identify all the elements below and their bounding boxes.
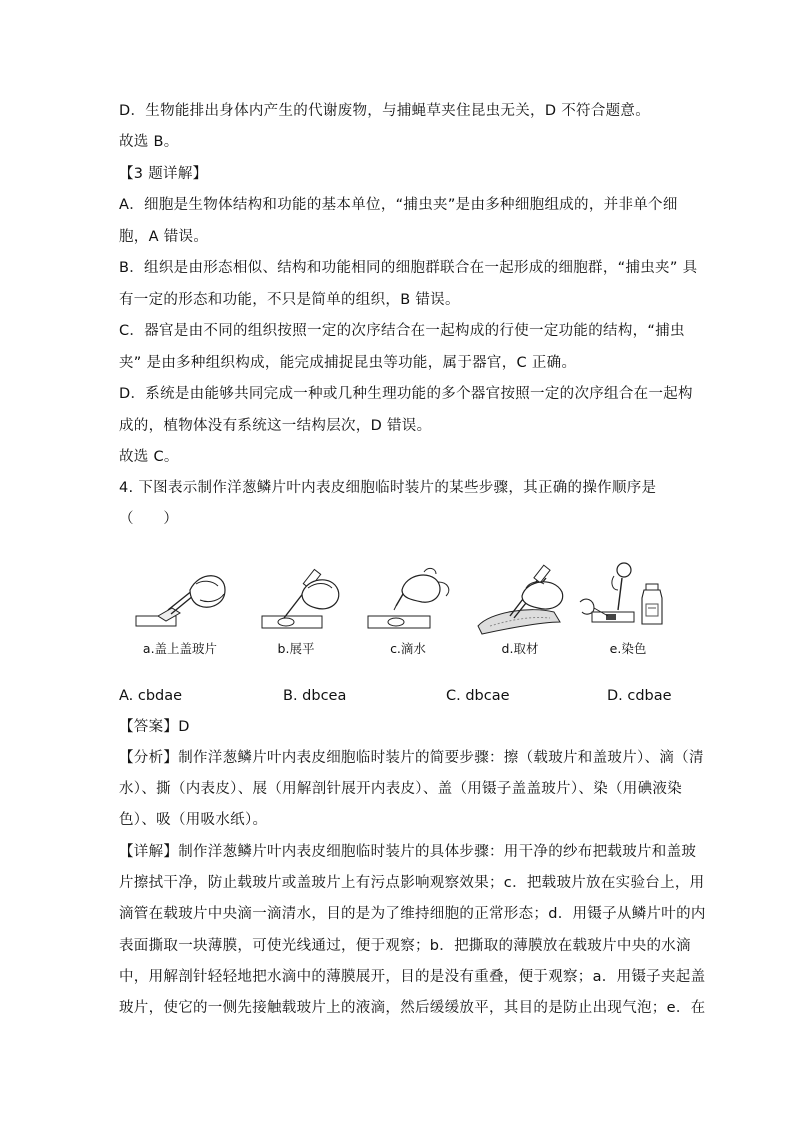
step-b-label: b.展平 xyxy=(277,641,315,656)
text-line: B．组织是由形态相似、结构和功能相同的细胞群联合在一起形成的细胞群，“捕虫夹” 具 xyxy=(119,260,698,276)
question-stem: 4. 下图表示制作洋葱鳞片叶内表皮细胞临时装片的某些步骤，其正确的操作顺序是 xyxy=(119,480,657,496)
step-d-label: d.取材 xyxy=(501,641,539,656)
cover-slip-icon xyxy=(130,560,230,640)
step-e-illustration xyxy=(578,560,678,660)
dissecting-needle-icon xyxy=(246,560,346,640)
text-line: C．器官是由不同的组织按照一定的次序结合在一起构成的行使一定功能的结构，“捕虫 xyxy=(119,323,685,339)
text-line: 成的，植物体没有系统这一结构层次，D 错误。 xyxy=(119,418,432,434)
step-c-label: c.滴水 xyxy=(390,641,426,656)
iodine-bottle-icon xyxy=(578,560,678,640)
text-line: 玻片，使它的一侧先接触载玻片上的液滴，然后缓缓放平，其目的是防止出现气泡；e．在 xyxy=(119,1000,706,1016)
step-c-illustration xyxy=(358,560,458,660)
step-a-illustration xyxy=(130,560,230,660)
step-a-label: a.盖上盖玻片 xyxy=(142,641,218,656)
text-line: A．细胞是生物体结构和功能的基本单位，“捕虫夹”是由多种细胞组成的，并非单个细 xyxy=(119,197,678,213)
text-line: 故选 C。 xyxy=(119,449,179,465)
step-d-illustration xyxy=(470,560,570,660)
text-line: 【分析】制作洋葱鳞片叶内表皮细胞临时装片的简要步骤：擦（载玻片和盖玻片）、滴（清 xyxy=(119,750,704,766)
dropper-icon xyxy=(358,560,458,640)
option-b: B. dbcea xyxy=(283,688,347,704)
procedure-figure xyxy=(130,560,670,670)
text-line: 片擦拭干净，防止载玻片或盖玻片上有污点影响观察效果；c．把载玻片放在实验台上，用 xyxy=(119,875,705,891)
onion-scale-icon xyxy=(470,560,570,640)
option-d: D. cdbae xyxy=(607,688,672,704)
text-line: 表面撕取一块薄膜，可使光线通过，便于观察；b．把撕取的薄膜放在载玻片中央的水滴 xyxy=(119,938,691,954)
text-line: D．生物能排出身体内产生的代谢废物，与捕蝇草夹住昆虫无关，D 不符合题意。 xyxy=(119,103,651,119)
text-line: 故选 B。 xyxy=(119,134,179,150)
option-a: A. cbdae xyxy=(119,688,183,704)
text-line: 夹” 是由多种组织构成，能完成捕捉昆虫等功能，属于器官，C 正确。 xyxy=(119,355,577,371)
answer-blank: （ ） xyxy=(119,511,179,527)
text-line: 中，用解剖针轻轻地把水滴中的薄膜展开，目的是没有重叠，便于观察；a．用镊子夹起盖 xyxy=(119,969,706,985)
text-line: 水）、撕（内表皮）、展（用解剖针展开内表皮）、盖（用镊子盖盖玻片）、染（用碘液染 xyxy=(119,781,682,797)
text-line: D．系统是由能够共同完成一种或几种生理功能的多个器官按照一定的次序组合在一起构 xyxy=(119,386,693,402)
step-b-illustration xyxy=(246,560,346,660)
text-line: 【详解】制作洋葱鳞片叶内表皮细胞临时装片的具体步骤：用干净的纱布把载玻片和盖玻 xyxy=(119,844,697,860)
section-heading: 【3 题详解】 xyxy=(119,166,208,182)
step-e-label: e.染色 xyxy=(609,641,647,656)
answer-line: 【答案】D xyxy=(119,719,190,735)
text-line: 色）、吸（用吸水纸）。 xyxy=(119,812,268,828)
text-line: 胞，A 错误。 xyxy=(119,229,209,245)
option-c: C. dbcae xyxy=(446,688,510,704)
text-line: 滴管在载玻片中央滴一滴清水，目的是为了维持细胞的正常形态；d．用镊子从鳞片叶的内 xyxy=(119,906,706,922)
text-line: 有一定的形态和功能，不只是简单的组织，B 错误。 xyxy=(119,292,460,308)
